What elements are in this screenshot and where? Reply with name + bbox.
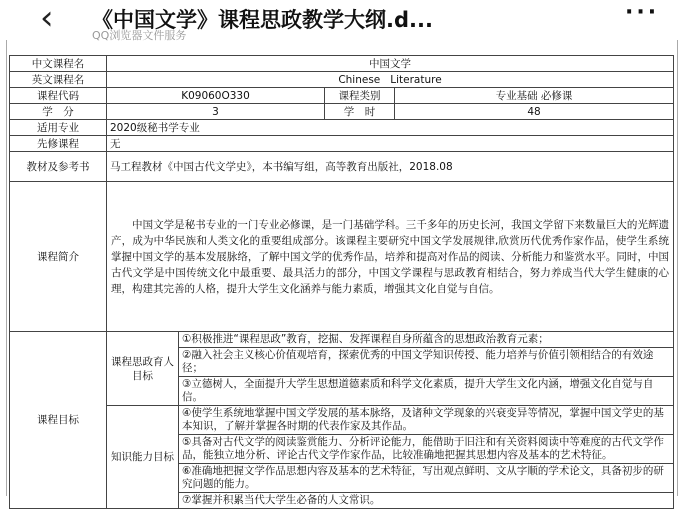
type-label: 课程类别 <box>325 88 395 104</box>
table-row <box>10 72 674 88</box>
objective-item: ⑦掌握并积累当代大学生必备的人文常识。 <box>179 493 674 509</box>
table-row <box>10 406 674 435</box>
credit-value: 3 <box>107 104 325 120</box>
syllabus-table <box>9 55 674 509</box>
objective-item: ④使学生系统地掌握中国文学发展的基本脉络，及诸种文学现象的兴衰变异等情况，掌握中国文学史的基本知识，了解并掌握各时期的代表作家及其作品。 <box>179 406 674 435</box>
objective-item: ①积极推进“课程思政”教育，挖掘、发挥课程自身所蕴含的思想政治教育元素； <box>179 332 674 348</box>
document-source: QQ浏览器文件服务 <box>92 29 187 42</box>
cn-name-value: 中国文学 <box>107 56 674 72</box>
major-value: 2020级秘书学专业 <box>107 120 674 136</box>
table-row <box>10 136 674 152</box>
objectives-label: 课程目标 <box>10 332 107 509</box>
document-page[interactable] <box>6 40 678 506</box>
table-row <box>10 152 674 182</box>
table-row <box>10 332 674 348</box>
document-title: 《中国文学》课程思政教学大纲.d... <box>92 8 433 32</box>
table-row <box>10 88 674 104</box>
table-row <box>10 104 674 120</box>
more-icon[interactable]: ··· <box>625 0 660 25</box>
ability-goal-label: 知识能力目标 <box>107 406 179 509</box>
table-row <box>10 56 674 72</box>
back-icon[interactable]: ‹ <box>40 0 54 38</box>
intro-text: 中国文学是秘书专业的一门专业必修课，是一门基础学科。三千多年的历史长河，我国文学留下来数量巨大的光辉遗产，成为中华民族和人类文化的重要组成部分。该课程主要研究中国文学发展规律,欣赏历代优秀作家作品，使学生系统掌握中国文学的基本发展脉络，了解中国文学的优秀作品，培养和提高对作品的阅读、分析能力和鉴赏水平。同时，中国古代文学是中国传统文化中最重要、最具活力的部分，中国文学课程与思政教育相结合，努力养成当代大学生健康的心理，构建其完善的人格，提升大学生文化涵养与能力素质，增强其文化自觉与自信。 <box>107 182 674 332</box>
code-value: K09060O330 <box>107 88 325 104</box>
prereq-value: 无 <box>107 136 674 152</box>
type-value: 专业基础 必修课 <box>395 88 674 104</box>
top-bar <box>0 0 682 40</box>
objective-item: ③立德树人，全面提升大学生思想道德素质和科学文化素质，提升大学生文化内涵，增强文化自觉与自信。 <box>179 377 674 406</box>
major-label: 适用专业 <box>10 120 107 136</box>
objective-item: ⑥准确地把握文学作品思想内容及基本的艺术特征，写出观点鲜明、文从字顺的学术论文，具备初步的研究问题的能力。 <box>179 464 674 493</box>
credit-label: 学 分 <box>10 104 107 120</box>
textbook-label: 教材及参考书 <box>10 152 107 182</box>
objective-item: ⑤具备对古代文学的阅读鉴赏能力、分析评论能力，能借助于旧注和有关资料阅读中等难度的古代文学作品，能独立地分析、评论古代文学作家作品，比较准确地把握其思想内容及基本的艺术特征。 <box>179 435 674 464</box>
cn-name-label: 中文课程名 <box>10 56 107 72</box>
en-name-label: 英文课程名 <box>10 72 107 88</box>
table-row <box>10 182 674 332</box>
ideology-goal-label: 课程思政育人目标 <box>107 332 179 406</box>
textbook-value: 马工程教材《中国古代文学史》，本书编写组，高等教育出版社，2018.08 <box>107 152 674 182</box>
prereq-label: 先修课程 <box>10 136 107 152</box>
hours-value: 48 <box>395 104 674 120</box>
objective-item: ②融入社会主义核心价值观培育，探索优秀的中国文学知识传授、能力培养与价值引领相结合的有效途径； <box>179 348 674 377</box>
intro-label: 课程简介 <box>10 182 107 332</box>
table-row <box>10 120 674 136</box>
hours-label: 学 时 <box>325 104 395 120</box>
en-name-value: Chinese Literature <box>107 72 674 88</box>
code-label: 课程代码 <box>10 88 107 104</box>
